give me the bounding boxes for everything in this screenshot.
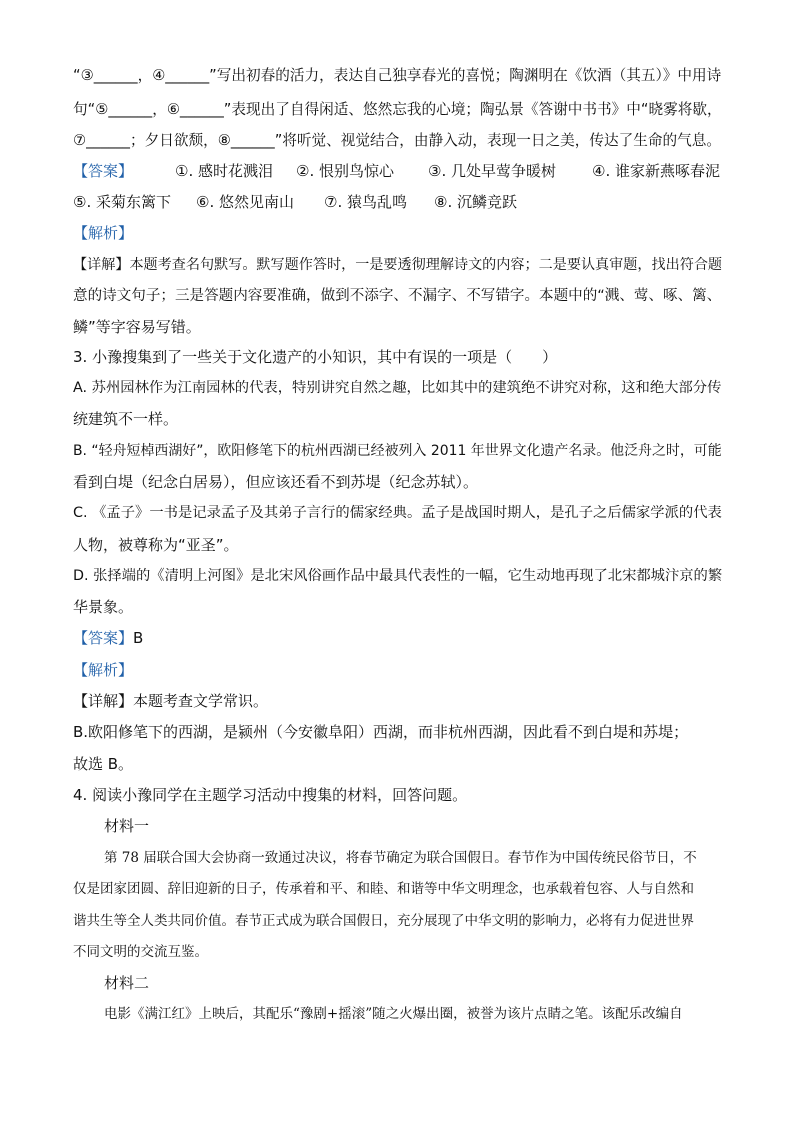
material-1-line-1: 第 78 届联合国大会协商一致通过决议，将春节确定为联合国假日。春节作为中国传统民俗节日，不 [104,850,697,866]
q3-option-b-line-1: B. “轻舟短棹西湖好”，欧阳修笔下的杭州西湖已经被列入 2011 年世界文化遗产名录。他泛舟之时，可能 [73,443,722,459]
answer-item: ⑧. 沉鳞竞跃 [434,193,517,211]
q3-option-a-line-1: A. 苏州园林作为江南园林的代表，特别讲究自然之趣，比如其中的建筑绝不讲究对称，这和绝大部分传 [73,380,722,396]
q2-detail-2: 意的诗文句子；三是答题内容要准确，做到不添字、不漏字、不写错字。本题中的“溅、莺、啄、篱、 [73,287,722,304]
answer-item: ①. 感时花溅泪 [175,162,273,180]
q2-answer-row-1 [73,161,733,181]
q2-detail-1: 【详解】本题考查名句默写。默写题作答时，一是要透彻理解诗文的内容；二是要认真审题，找出符合题 [73,257,723,273]
answer-label: 【答案】 [73,629,134,647]
material-1-title: 材料一 [104,817,150,835]
q2-detail-3: 鳞”等字容易写错。 [73,318,201,336]
material-1-line-3: 谐共生等全人类共同价值。春节正式成为联合国假日，充分展现了中华文明的影响力，必将有力促进世界 [73,913,694,929]
q3-detail-3: 故选 B。 [73,755,134,773]
q3-option-a-line-2: 统建筑不一样。 [73,410,179,428]
answer-label: 【答案】 [73,162,134,180]
answer-item: ⑥. 悠然见南山 [196,193,294,211]
q3-option-d-line-1: D. 张择端的《清明上河图》是北宋风俗画作品中最具代表性的一幅，它生动地再现了北宋都城汴京的繁 [73,568,723,584]
q3-stem: 3. 小豫搜集到了一些关于文化遗产的小知识，其中有误的一项是（ ） [73,348,558,366]
q3-analysis-label: 【解析】 [73,661,134,679]
q2-line-3: ⑦______；夕日欲颓，⑧______”将听觉、视觉结合，由静入动，表现一日之美，传达了生命的气息。 [73,132,722,149]
material-2-title: 材料二 [104,974,150,992]
material-1-line-2: 仅是团家团圆、辞旧迎新的日子，传承着和平、和睦、和谐等中华文明理念，也承载着包容、人与自然和 [73,881,694,897]
q2-line-2: 句“⑤______，⑥______”表现出了自得闲适、悠然忘我的心境；陶弘景《答谢中书书》中“晓雾将歇， [73,101,722,118]
q2-line-1: “③______，④______”写出初春的活力，表达自己独享春光的喜悦；陶渊明在《饮酒（其五）》中用诗 [73,67,722,84]
answer-item: ⑦. 猿鸟乱鸣 [324,193,407,211]
answer-item: ③. 几处早莺争暖树 [428,162,556,180]
answer-item: ②. 恨别鸟惊心 [296,162,394,180]
q3-answer [73,628,143,648]
answer-item: ④. 谁家新燕啄春泥 [592,162,720,180]
q3-detail-1: 【详解】本题考查文学常识。 [73,692,269,710]
answer-item: ⑤. 采菊东篱下 [73,193,171,211]
q4-stem: 4. 阅读小豫同学在主题学习活动中搜集的材料，回答问题。 [73,786,468,804]
q2-analysis-label: 【解析】 [73,224,134,242]
q3-option-b-line-2: 看到白堤（纪念白居易），但应该还看不到苏堤（纪念苏轼）。 [73,473,479,491]
q3-option-d-line-2: 华景象。 [73,598,134,616]
material-2-line-1: 电影《满江红》上映后，其配乐“豫剧+摇滚”随之火爆出圈，被誉为该片点睛之笔。该配乐改编自 [104,1006,683,1022]
q3-option-c-line-2: 人物，被尊称为“亚圣”。 [73,536,239,554]
material-1-line-4: 不同文明的交流互鉴。 [73,944,208,960]
q3-detail-2: B.欧阳修笔下的西湖，是颍州（今安徽阜阳）西湖，而非杭州西湖，因此看不到白堤和苏堤； [73,723,689,741]
q3-option-c-line-1: C. 《孟子》一书是记录孟子及其弟子言行的儒家经典。孟子是战国时期人，是孔子之后儒家学派的代表 [73,505,722,521]
q2-answer-row-2 [73,192,733,212]
answer-value: B [133,629,144,647]
